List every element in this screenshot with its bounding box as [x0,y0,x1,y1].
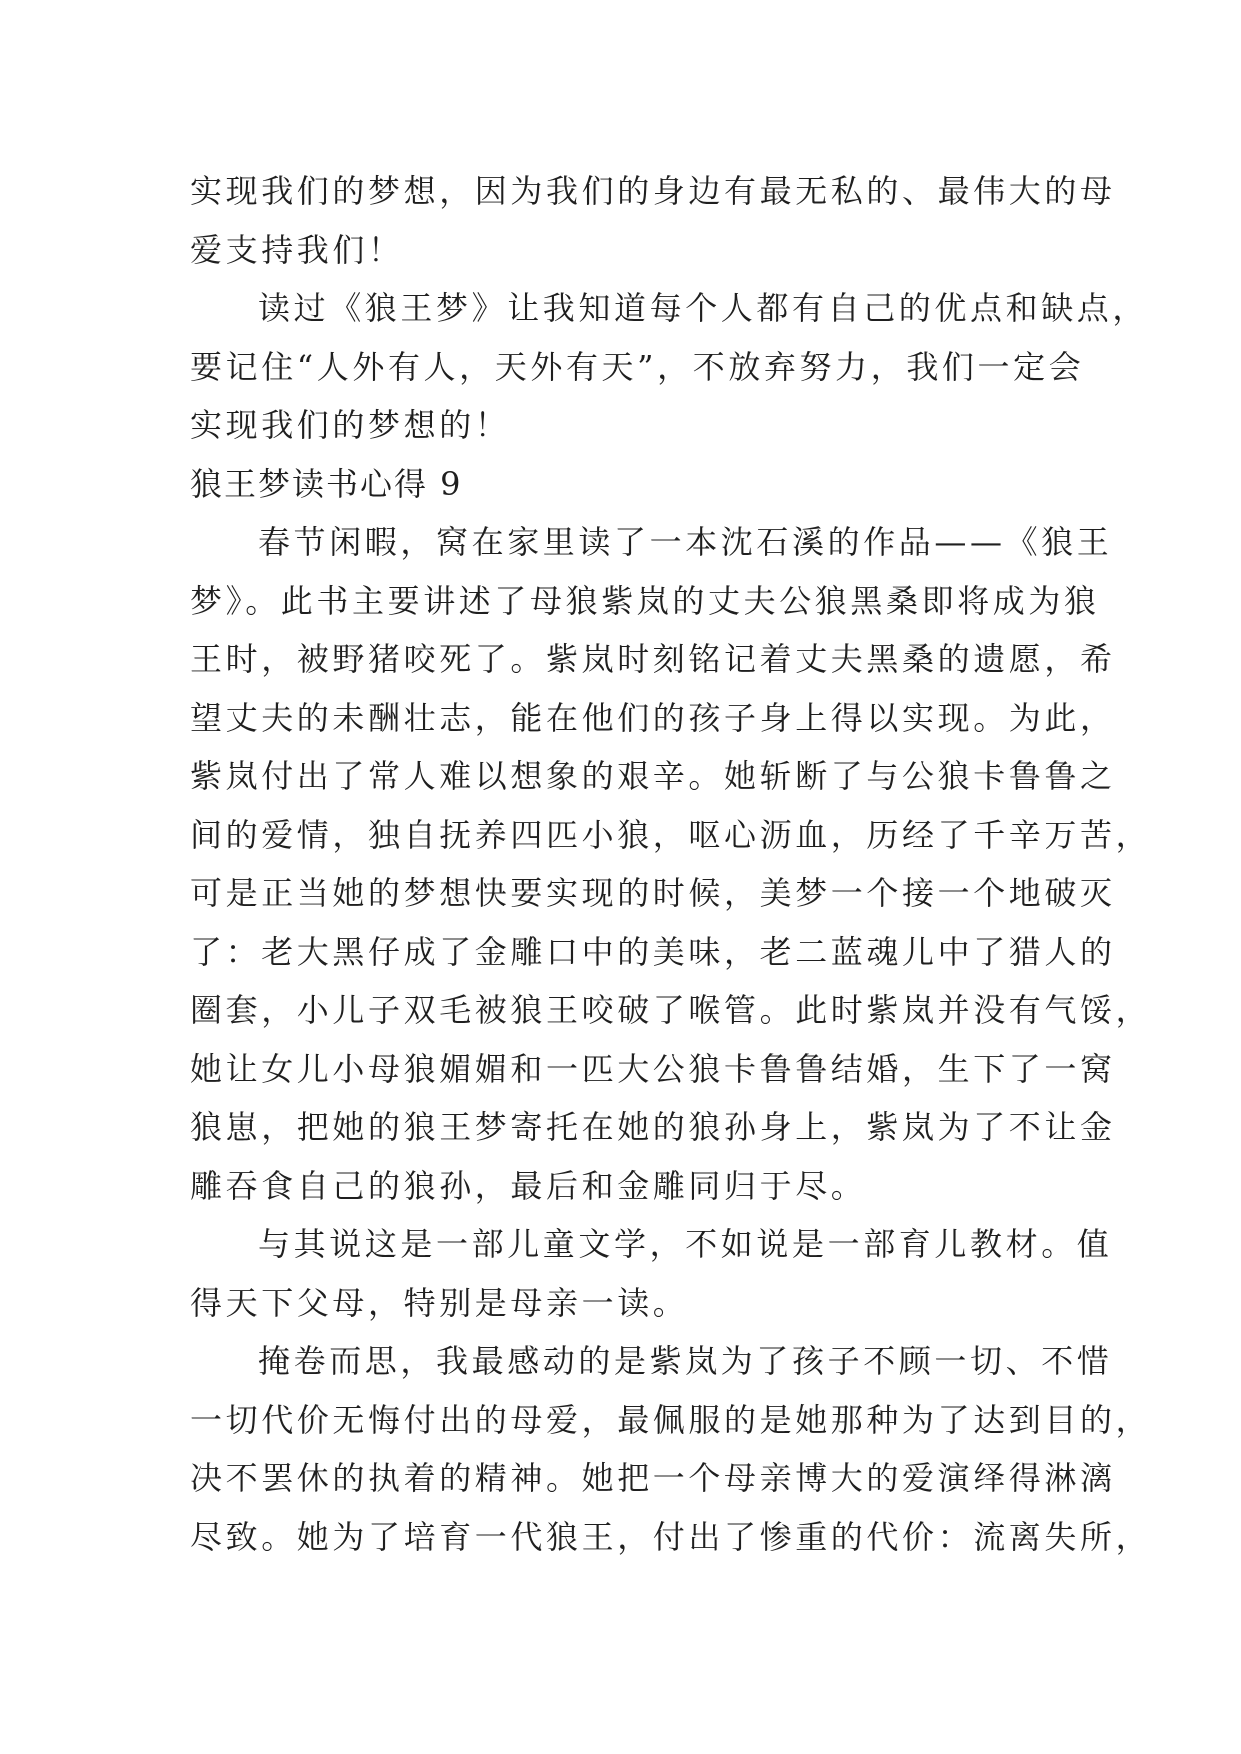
text-line: 梦》。此书主要讲述了母狼紫岚的丈夫公狼黑桑即将成为狼 [190,581,1100,620]
text-line: 实现我们的梦想，因为我们的身边有最无私的、最伟大的母 [190,172,1116,210]
text-line: 雕吞食自己的狼孙，最后和金雕同归于尽。 [190,1166,867,1205]
text-line: 尽致。她为了培育一代狼王，付出了惨重的代价：流离失所， [190,1517,1152,1556]
text-line: 要记住“人外有人，天外有天”，不放弃努力，我们一定会 [190,347,1085,386]
paragraph-start-line: 春节闲暇，窝在家里读了一本沈石溪的作品——《狼王 [258,523,1113,561]
text-line: 紫岚付出了常人难以想象的艰辛。她斩断了与公狼卡鲁鲁之 [190,757,1116,795]
text-line: 一切代价无悔付出的母爱，最佩服的是她那种为了达到目的， [190,1400,1152,1439]
text-line: 王时，被野猪咬死了。紫岚时刻铭记着丈夫黑桑的遗愿，希 [190,640,1116,678]
text-line: 了：老大黑仔成了金雕口中的美味，老二蓝魂儿中了猎人的 [190,932,1116,971]
paragraph-start-line: 读过《狼王梦》让我知道每个人都有自己的优点和缺点， [258,289,1149,327]
document-body [190,162,1152,1566]
section-heading: 狼王梦读书心得 9 [190,464,463,503]
paragraph-start-line: 掩卷而思，我最感动的是紫岚为了孩子不顾一切、不惜 [258,1342,1113,1380]
text-line: 圈套，小儿子双毛被狼王咬破了喉管。此时紫岚并没有气馁， [190,991,1152,1029]
text-line: 爱支持我们！ [190,230,404,269]
text-line: 望丈夫的未酬壮志，能在他们的孩子身上得以实现。为此， [190,698,1116,737]
text-line: 实现我们的梦想的！ [190,406,511,444]
text-line: 她让女儿小母狼媚媚和一匹大公狼卡鲁鲁结婚，生下了一窝 [190,1049,1116,1088]
text-line: 间的爱情，独自抚养四匹小狼，呕心沥血，历经了千辛万苦， [190,815,1152,854]
text-line: 狼崽，把她的狼王梦寄托在她的狼孙身上，紫岚为了不让金 [190,1108,1116,1146]
text-line: 决不罢休的执着的精神。她把一个母亲博大的爱演绎得淋漓 [190,1459,1116,1497]
paragraph-start-line: 与其说这是一部儿童文学，不如说是一部育儿教材。值 [258,1225,1113,1263]
text-line: 得天下父母，特别是母亲一读。 [190,1283,689,1322]
text-line: 可是正当她的梦想快要实现的时候，美梦一个接一个地破灭 [190,874,1116,912]
